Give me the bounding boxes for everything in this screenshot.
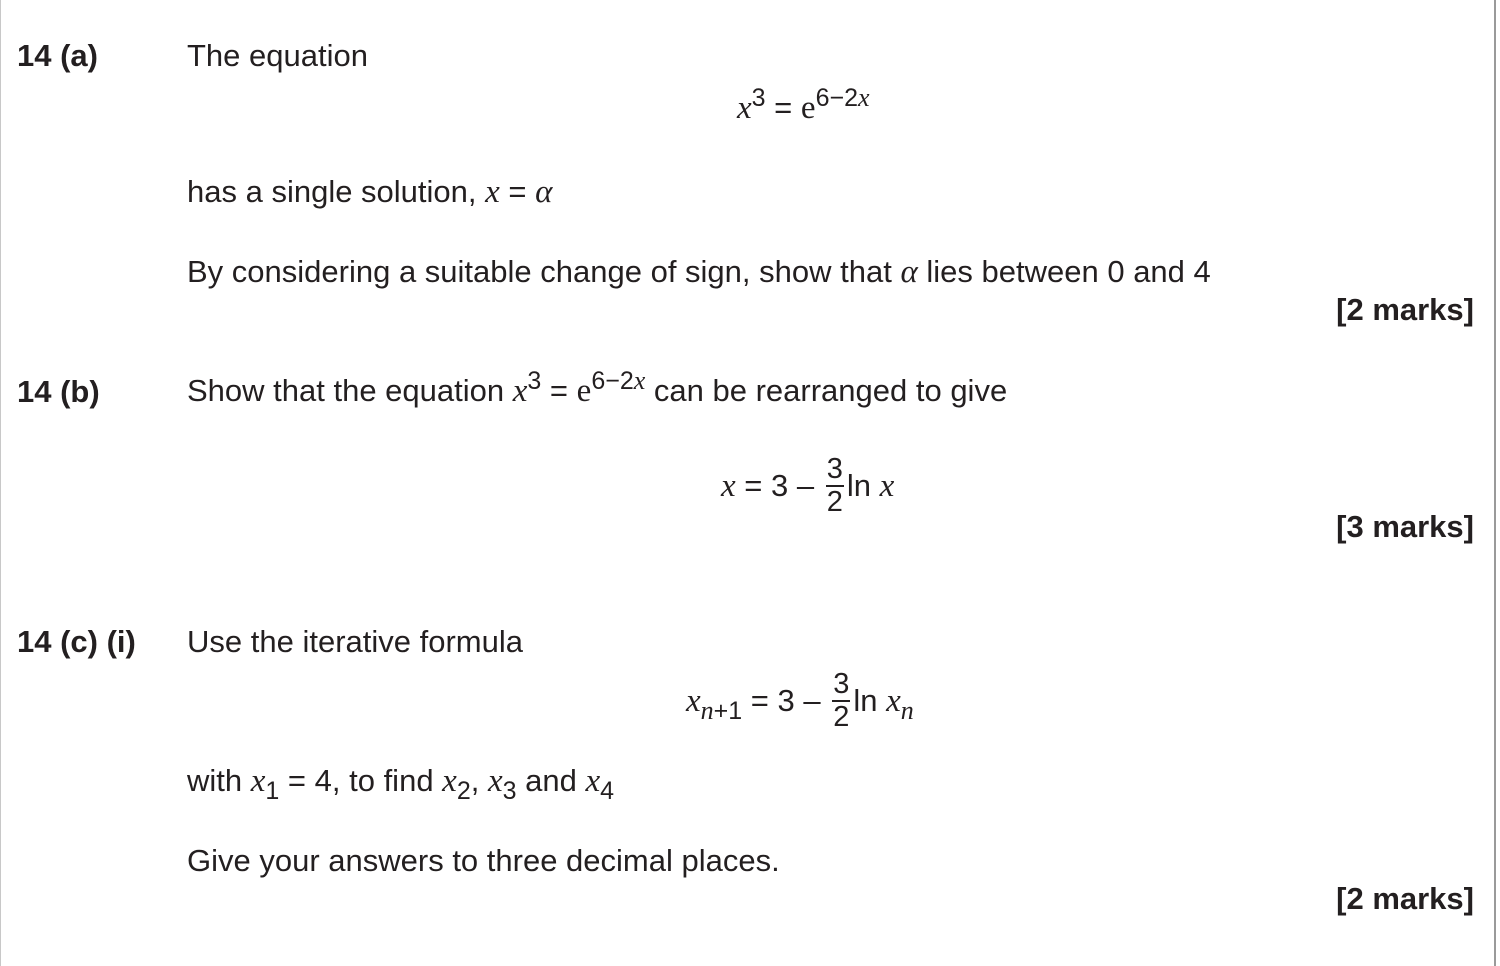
iter-ln-x: x	[886, 683, 901, 720]
res-numerator: 3	[826, 453, 843, 485]
iter-denominator: 2	[833, 701, 850, 733]
eq-e-exp-minus: −	[829, 84, 845, 112]
iter-sub-n: n	[700, 696, 714, 726]
res-ln-x: x	[879, 468, 895, 505]
x1-value: = 4, to find	[279, 763, 443, 798]
sign-change-line	[187, 256, 1211, 289]
sign-text-2: lies between 0 and 4	[917, 254, 1211, 289]
iter-subscript	[701, 697, 743, 725]
q14b-equals: =	[541, 373, 577, 408]
iter-x: x	[686, 683, 701, 720]
equation-14a	[737, 83, 870, 126]
equation-14b	[721, 453, 895, 520]
question-label-14b: 14 (b)	[17, 374, 100, 409]
q14b-e-exp-minus: −	[605, 367, 620, 395]
iter-sub-rest: +1	[713, 697, 743, 726]
comma: ,	[470, 763, 488, 798]
q14b-e-exp-var: x	[633, 366, 646, 395]
marks-14b: [3 marks]	[1336, 509, 1474, 544]
x4-sub: 4	[600, 777, 615, 805]
with-text: with	[187, 763, 251, 798]
eq-e-exp-var: x	[857, 83, 870, 112]
res-ln: ln	[846, 468, 871, 504]
iter-ln-sub-n: n	[900, 696, 914, 726]
equation-14ci	[686, 668, 914, 735]
x4-var: x	[585, 763, 601, 799]
res-denominator: 2	[826, 486, 843, 518]
marks-14ci: [2 marks]	[1336, 881, 1474, 916]
and-text: and	[516, 763, 586, 798]
iter-ln-subscript	[901, 697, 914, 725]
q14b-exponent: 3	[527, 367, 542, 395]
q14b-text-1: Show that the equation	[187, 373, 513, 408]
eq-var-x: x	[737, 90, 752, 126]
x1-sub: 1	[265, 777, 280, 805]
question-14ci-intro: Use the iterative formula	[187, 624, 523, 659]
give-answers-line: Give your answers to three decimal places.	[187, 843, 780, 878]
sign-alpha: α	[900, 254, 918, 290]
iter-ln: ln	[853, 683, 878, 719]
question-14a-intro: The equation	[187, 38, 368, 73]
q14b-e-exponent	[591, 367, 645, 395]
eq-e-exp-coef: 2	[844, 84, 858, 112]
q14b-x: x	[512, 373, 528, 409]
res-x: x	[721, 468, 736, 505]
x3-var: x	[487, 763, 503, 799]
x3-sub: 3	[502, 777, 517, 805]
q14b-text-2: can be rearranged to give	[645, 373, 1008, 408]
with-line	[187, 763, 615, 805]
iter-numerator: 3	[833, 668, 850, 700]
eq-exponent: 3	[751, 84, 766, 112]
x2-var: x	[442, 763, 457, 799]
iter-equals: = 3 –	[742, 683, 830, 719]
question-label-14ci: 14 (c) (i)	[17, 624, 136, 659]
q14b-e-exp-coef: 2	[619, 367, 634, 395]
q14b-e-exp-num: 6	[591, 367, 606, 395]
eq-e: e	[800, 90, 816, 126]
sign-text-1: By considering a suitable change of sign, show that	[187, 254, 901, 289]
iter-fraction	[832, 669, 850, 733]
solution-alpha: α	[535, 174, 553, 210]
solution-equals: =	[499, 174, 536, 209]
question-label-14a: 14 (a)	[17, 38, 98, 73]
solution-x: x	[485, 174, 500, 210]
q14b-e: e	[576, 373, 592, 409]
eq-e-exponent	[816, 84, 870, 112]
solution-text: has a single solution,	[187, 174, 486, 209]
x2-sub: 2	[456, 777, 471, 805]
eq-e-exp-num: 6	[815, 84, 830, 112]
marks-14a: [2 marks]	[1336, 292, 1474, 327]
eq-equals: =	[765, 90, 801, 125]
x1-var: x	[250, 763, 266, 799]
res-equals: = 3 –	[735, 468, 823, 504]
solution-line	[187, 176, 552, 209]
question-14b-text	[187, 366, 1008, 409]
res-fraction	[826, 454, 844, 518]
